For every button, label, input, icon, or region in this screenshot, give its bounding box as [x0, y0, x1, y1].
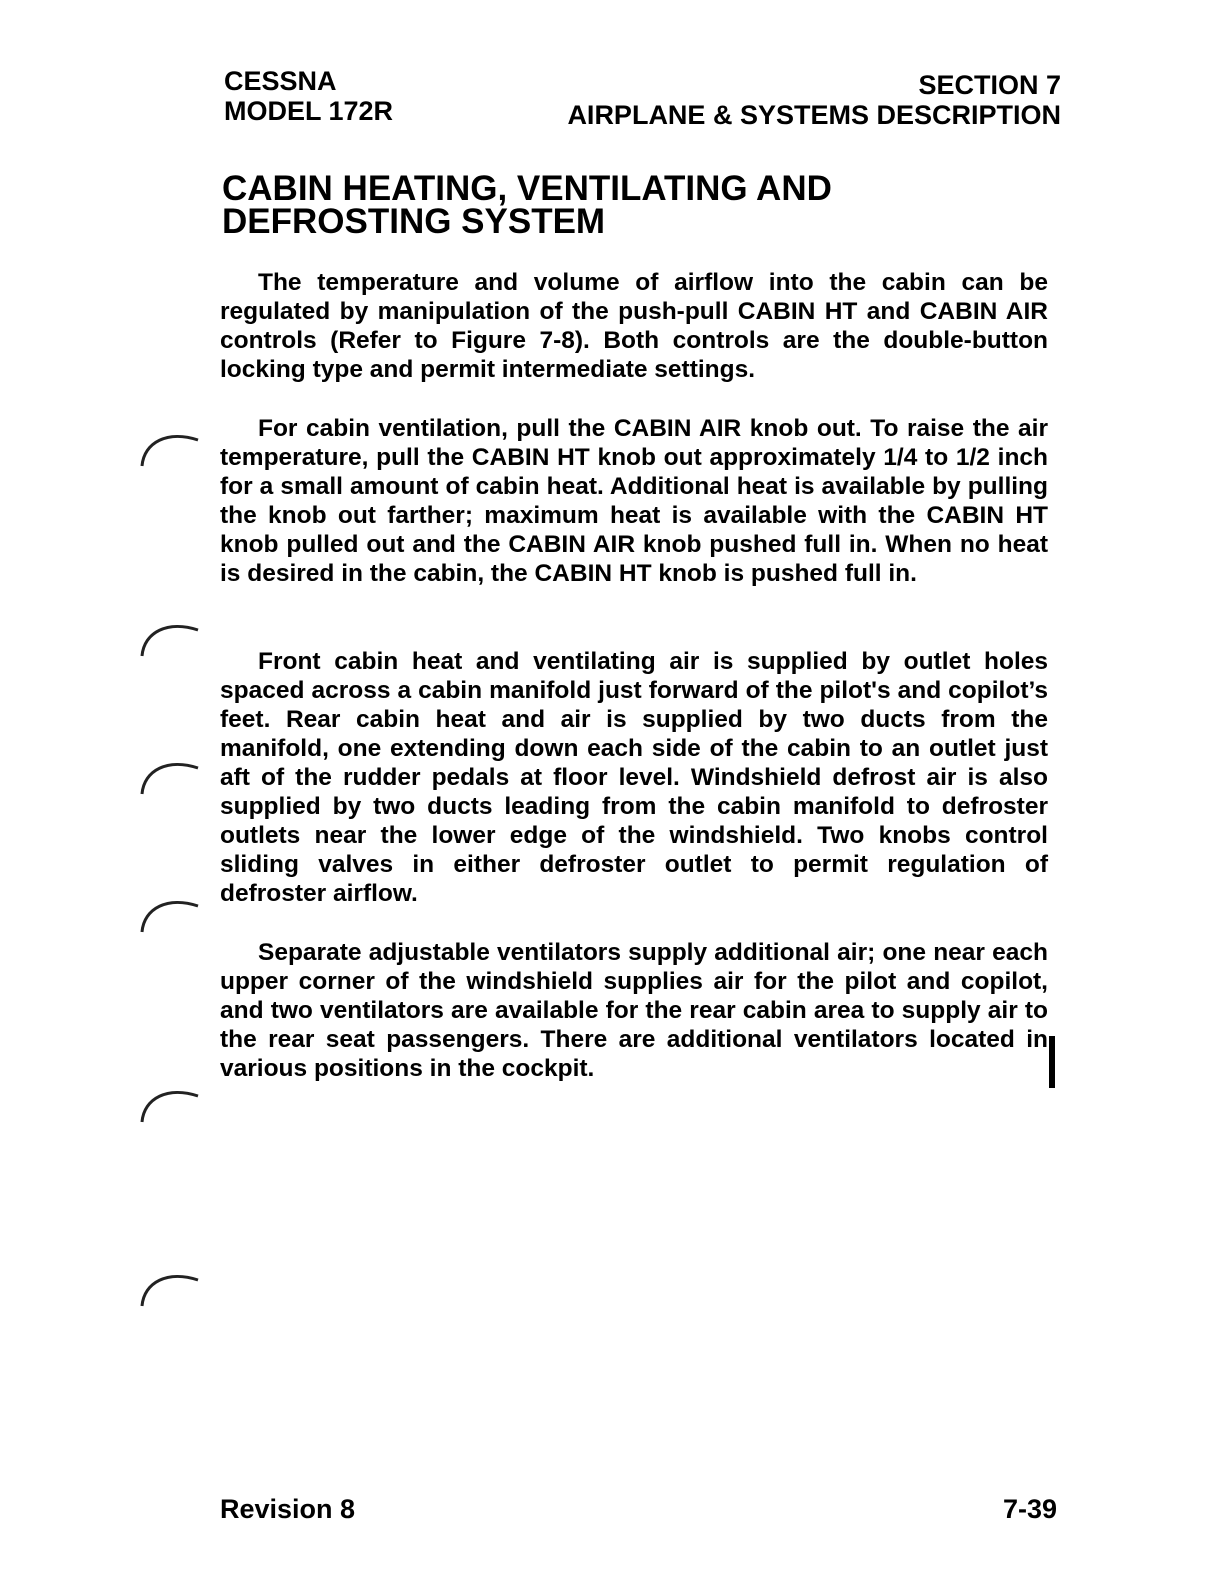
binder-hole-icon [138, 756, 202, 796]
paragraph-ventilators: Separate adjustable ventilators supply additional air; one near each upper corner of the windshield supplies air for the pilot and copilot, and two ventilators are available for the rear cabin area to supply air to the rear seat passengers. There are additional ventilators located in various positions in the cockpit. [220, 939, 1048, 1082]
header-left [224, 66, 393, 126]
manufacturer-label: CESSNA [224, 66, 337, 96]
section-label: SECTION 7 [918, 70, 1061, 100]
binder-hole-icon [138, 618, 202, 658]
paragraph-front-cabin-heat: Front cabin heat and ventilating air is supplied by outlet holes spaced across a cabin manifold just forward of the pilot's and copilot’s feet. Rear cabin heat and air is supplied by two ducts from the manifold, one extending down each side of the cabin to an outlet just aft of the rudder pedals at floor level. Windshield defrost air is also supplied by two ducts leading from the cabin manifold to defroster outlets near the lower edge of the windshield. Two knobs control sliding valves in either defroster outlet to permit regulation of defroster airflow. [220, 648, 1048, 907]
model-label: MODEL 172R [224, 96, 394, 126]
page-title-line1: CABIN HEATING, VENTILATING AND [222, 169, 832, 208]
paragraph-airflow-controls: The temperature and volume of airflow into the cabin can be regulated by manipulation of the push-pull CABIN HT and CABIN AIR controls (Refer to Figure 7-8). Both controls are the double-button locking type and permit intermediate settings. [220, 269, 1048, 383]
section-title: AIRPLANE & SYSTEMS DESCRIPTION [567, 100, 1061, 130]
paragraph-cabin-ventilation: For cabin ventilation, pull the CABIN AIR knob out. To raise the air temperature, pull the CABIN HT knob out approximately 1/4 to 1/2 inch for a small amount of cabin heat. Additional heat is available by pulling the knob out farther; maximum heat is available with the CABIN HT knob pulled out and the CABIN AIR knob pushed full in. When no heat is desired in the cabin, the CABIN HT knob is pushed full in. [220, 415, 1048, 587]
binder-hole-icon [138, 1084, 202, 1124]
page-number: 7-39 [1002, 1494, 1057, 1524]
page-title-line2: DEFROSTING SYSTEM [222, 202, 606, 241]
binder-hole-icon [138, 1268, 202, 1308]
binder-hole-icon [138, 428, 202, 468]
page-title [222, 169, 982, 241]
header-right [567, 70, 1061, 130]
binder-hole-icon [138, 894, 202, 934]
revision-change-bar [1049, 1036, 1055, 1088]
revision-label: Revision 8 [220, 1494, 356, 1524]
